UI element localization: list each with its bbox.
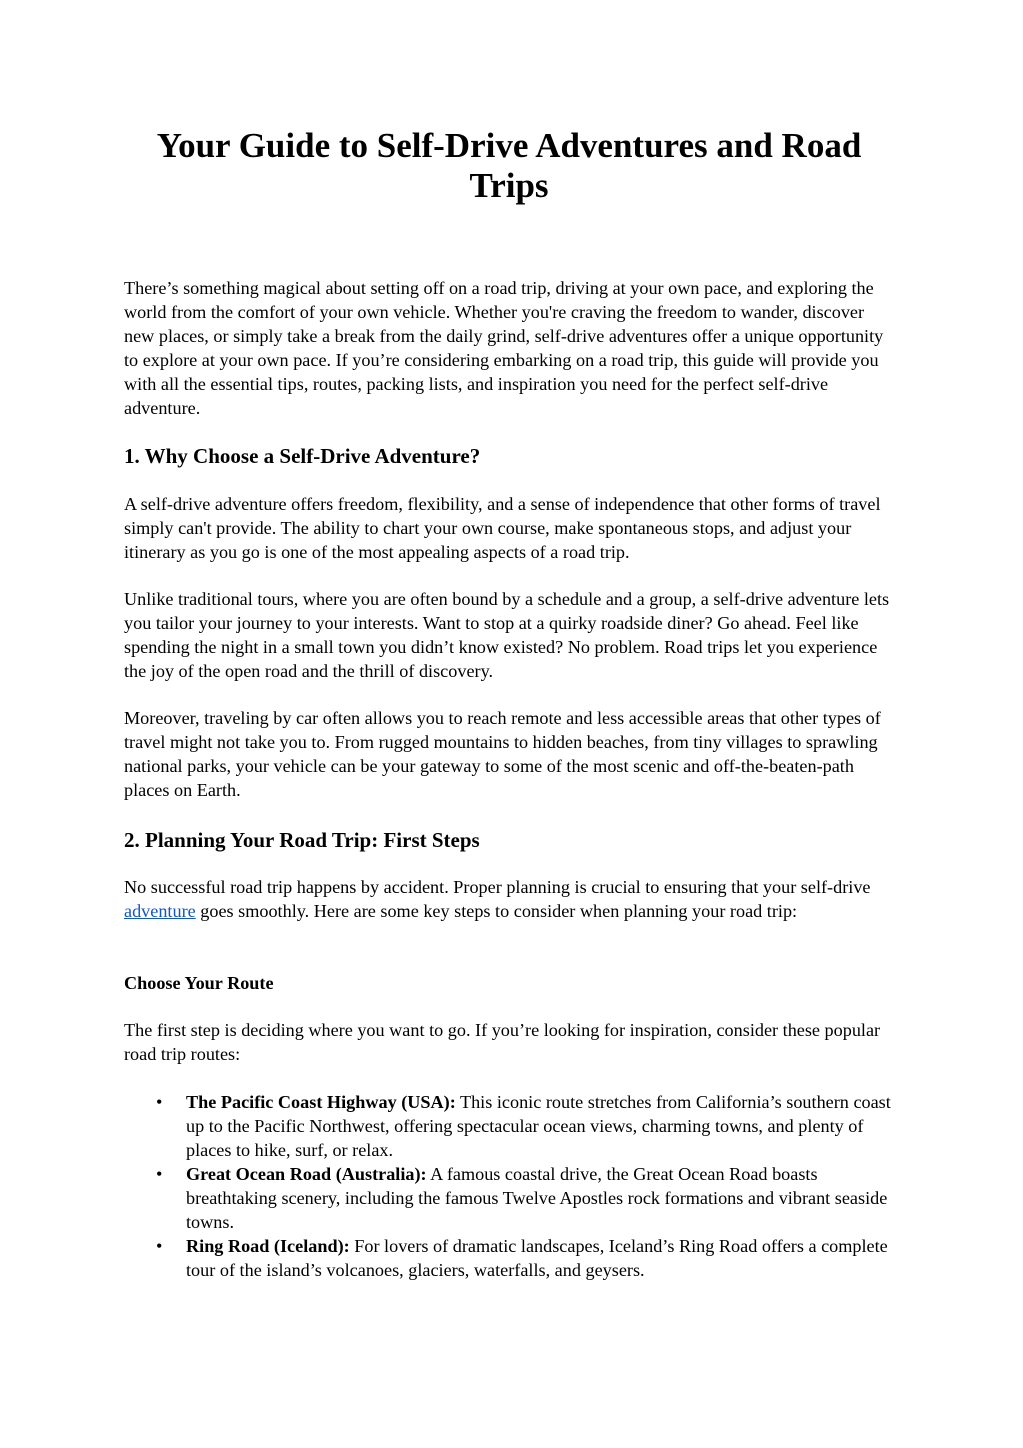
route-name: The Pacific Coast Highway (USA): xyxy=(186,1092,456,1112)
bullet-icon: • xyxy=(156,1092,163,1112)
list-item-route-pacific xyxy=(124,1090,894,1162)
list-item-route-great-ocean xyxy=(124,1162,894,1234)
planning-text-after-link: goes smoothly. Here are some key steps to consider when planning your road trip: xyxy=(195,901,798,921)
list-item-route-ring-road xyxy=(124,1234,894,1282)
planning-paragraph-2: The first step is deciding where you want to go. If you’re looking for inspiration, consider these popular road trip routes: xyxy=(124,1020,881,1064)
route-list xyxy=(124,1090,894,1282)
why-paragraph-1: A self-drive adventure offers freedom, flexibility, and a sense of independence that other forms of travel simply can't provide. The ability to chart your own course, make spontaneous stops, and adjust your itinerary as you go is one of the most appealing aspects of a road trip. xyxy=(124,494,881,562)
page-title: Your Guide to Self-Drive Adventures and Road Trips xyxy=(156,126,862,205)
sub-heading-choose-route: Choose Your Route xyxy=(124,973,274,993)
bullet-icon: • xyxy=(156,1236,163,1256)
section-heading-planning: 2. Planning Your Road Trip: First Steps xyxy=(124,828,480,852)
section-heading-why-self-drive: 1. Why Choose a Self-Drive Adventure? xyxy=(124,444,481,468)
why-paragraph-3: Moreover, traveling by car often allows you to reach remote and less accessible areas that other types of travel might not take you to. From rugged mountains to hidden beaches, from tiny villages to sprawling national parks, your vehicle can be your gateway to some of the most scenic and off-the-beaten-path places on Earth. xyxy=(124,708,881,800)
route-description: This iconic route stretches from California’s southern coast up to the Pacific Northwest, offering spectacular ocean views, charming towns, and plenty of places to hike, surf, or relax. xyxy=(186,1092,891,1160)
planning-paragraph-1 xyxy=(124,875,894,923)
route-name: Great Ocean Road (Australia): xyxy=(186,1164,427,1184)
route-description: For lovers of dramatic landscapes, Iceland’s Ring Road offers a complete tour of the island’s volcanoes, glaciers, waterfalls, and geysers. xyxy=(186,1236,888,1280)
intro-paragraph: There’s something magical about setting off on a road trip, driving at your own pace, and exploring the world from the comfort of your own vehicle. Whether you're craving the freedom to wander, discover new places, or simply take a break from the daily grind, self-drive adventures offer a unique opportunity to explore at your own pace. If you’re considering embarking on a road trip, this guide will provide you with all the essential tips, routes, packing lists, and inspiration you need for the perfect self-drive adventure. xyxy=(124,278,884,418)
why-paragraph-2: Unlike traditional tours, where you are often bound by a schedule and a group, a self-drive adventure lets you tailor your journey to your interests. Want to stop at a quirky roadside diner? Go ahead. Feel like spending the night in a small town you didn’t know existed? No problem. Road trips let you experience the joy of the open road and the thrill of discovery. xyxy=(124,589,890,681)
adventure-link[interactable]: adventure xyxy=(124,901,196,921)
planning-text-before-link: No successful road trip happens by accident. Proper planning is crucial to ensuring that your self-drive xyxy=(124,877,871,897)
route-name: Ring Road (Iceland): xyxy=(186,1236,350,1256)
bullet-icon: • xyxy=(156,1164,163,1184)
route-description: A famous coastal drive, the Great Ocean Road boasts breathtaking scenery, including the famous Twelve Apostles rock formations and vibrant seaside towns. xyxy=(186,1164,888,1232)
